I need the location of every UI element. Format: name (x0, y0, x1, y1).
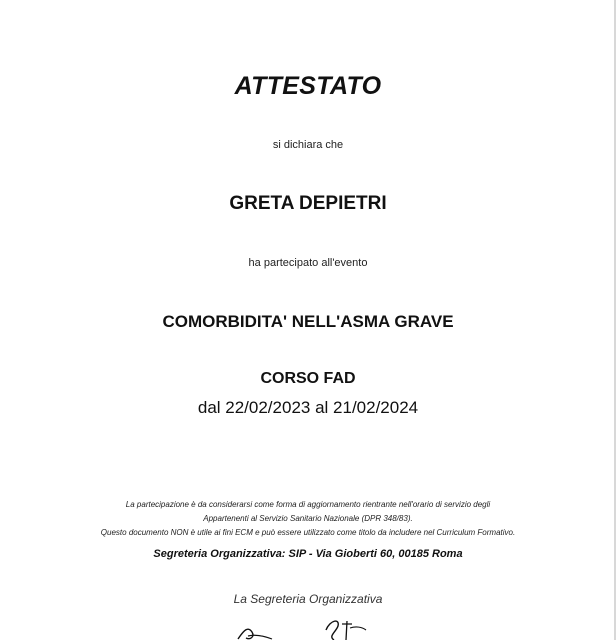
secretariat-address: Segreteria Organizzativa: SIP - Via Gioberti 60, 00185 Roma (153, 548, 463, 560)
course-type: CORSO FAD (260, 370, 356, 387)
event-title: COMORBIDITA' NELL'ASMA GRAVE (162, 312, 454, 331)
participant-name: GRETA DEPIETRI (229, 193, 387, 214)
declaration-text: si dichiara che (272, 139, 344, 151)
signature-title: La Segreteria Organizzativa (233, 592, 383, 606)
note-line-2: Appartenenti al Servizio Sanitario Nazionale (DPR 348/83). (203, 514, 413, 523)
participation-text: ha partecipato all'evento (248, 257, 368, 269)
handwritten-signature-icon (230, 612, 390, 640)
note-line-1: La partecipazione è da considerarsi come forma di aggiornamento rientrante nell'orario di servizio degli (125, 500, 491, 509)
certificate-title: ATTESTATO (234, 72, 382, 100)
date-range: dal 22/02/2023 al 21/02/2024 (197, 398, 419, 417)
note-line-3: Questo documento NON è utile ai fini ECM e può essere utilizzato come titolo da includere nel Curriculum Formativo. (100, 528, 516, 537)
